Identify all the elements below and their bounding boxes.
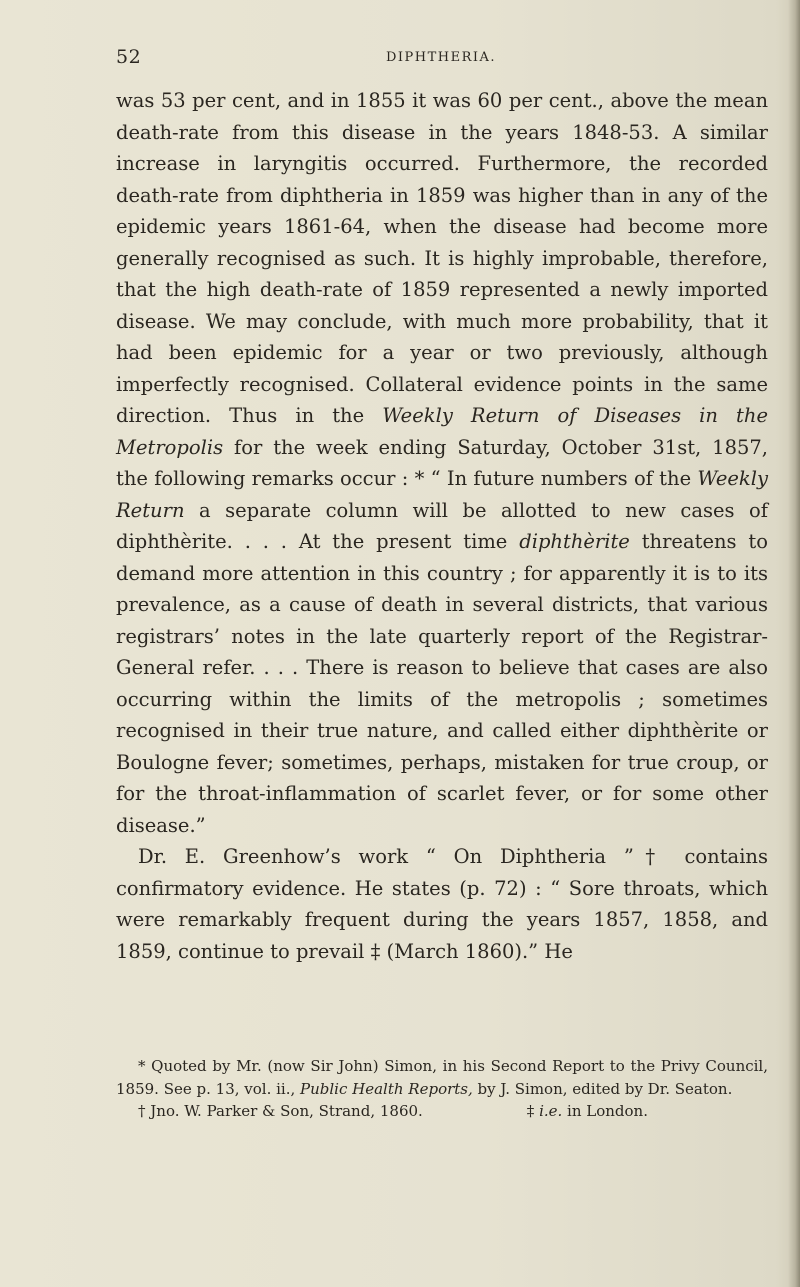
italic-term: diphthèrite bbox=[519, 530, 630, 553]
page-edge bbox=[788, 0, 800, 1287]
text-run: a separate column will be allotted to new cases of diphthèrite. . . . At the present time bbox=[116, 498, 768, 553]
page-header bbox=[116, 46, 766, 76]
paragraph-2 bbox=[116, 841, 768, 967]
text-run: by J. Simon, edited by Dr. Seaton. bbox=[472, 1079, 733, 1098]
italic-title: Weekly Return bbox=[116, 467, 768, 522]
text-run: threatens to demand more attention in this country ; for apparently it is to its prevalence, as a cause of death in several districts, that various registrars’ notes in the late quarterly report of the Registrar-General refer. . . . There is reason to believe that cases are also occurring within the limits of the metropolis ; sometimes recognised in their true nature, and called either diphthèrite or Boulogne fever; sometimes, perhaps, mistaken for true croup, or for the throat-inflammation of scarlet fever, or for some other disease.” bbox=[116, 530, 768, 837]
italic-title: Weekly Return of Diseases in the Metropolis bbox=[116, 404, 768, 459]
footnote-mark: ‡ bbox=[526, 1102, 540, 1120]
footnote-row bbox=[116, 1100, 768, 1123]
text-run: * Quoted by Mr. (now Sir John) Simon, in his Second Report to the Privy Council, 1859. See p. 13, vol. ii., bbox=[116, 1057, 768, 1098]
footnote-2: † Jno. W. Parker & Son, Strand, 1860. bbox=[138, 1102, 423, 1120]
text-run: for the week ending Saturday, October 31st, 1857, the following remarks occur : * “ In future numbers of the bbox=[116, 435, 768, 490]
footnote-3 bbox=[527, 1100, 648, 1123]
text-run: was 53 per cent, and in 1855 it was 60 per cent., above the mean death-rate from this disease in the years 1848-53. A similar increase in laryngitis occurred. Furthermore, the recorded death-rate from diphtheria in 1859 was higher than in any of the epidemic years 1861-64, when the disease had become more generally recognised as such. It is highly improbable, therefore, that the high death-rate of 1859 represented a newly imported disease. We may conclude, with much more probability, that it had been epidemic for a year or two previously, although imperfectly recognised. Collateral evidence points in the same direction. Thus in the bbox=[116, 89, 768, 427]
body-text bbox=[116, 85, 768, 967]
footnote-1 bbox=[116, 1055, 768, 1100]
text-run: in London. bbox=[562, 1102, 648, 1120]
footnotes bbox=[116, 1055, 768, 1123]
text-run: Dr. E. Greenhow’s work “ On Diphtheria ”† contains confirmatory evidence. He states (p. 72) : “ Sore throats, which were remarkably frequent during the years 1857, 1858, and 1859, continue to prevail ‡ (March 1860).” He bbox=[116, 845, 768, 963]
italic-title: Public Health Reports, bbox=[300, 1079, 473, 1098]
running-head: DIPHTHERIA. bbox=[385, 50, 497, 65]
italic-abbrev: i.e. bbox=[539, 1102, 563, 1120]
paragraph-1 bbox=[116, 85, 768, 841]
page-number: 52 bbox=[116, 46, 142, 68]
